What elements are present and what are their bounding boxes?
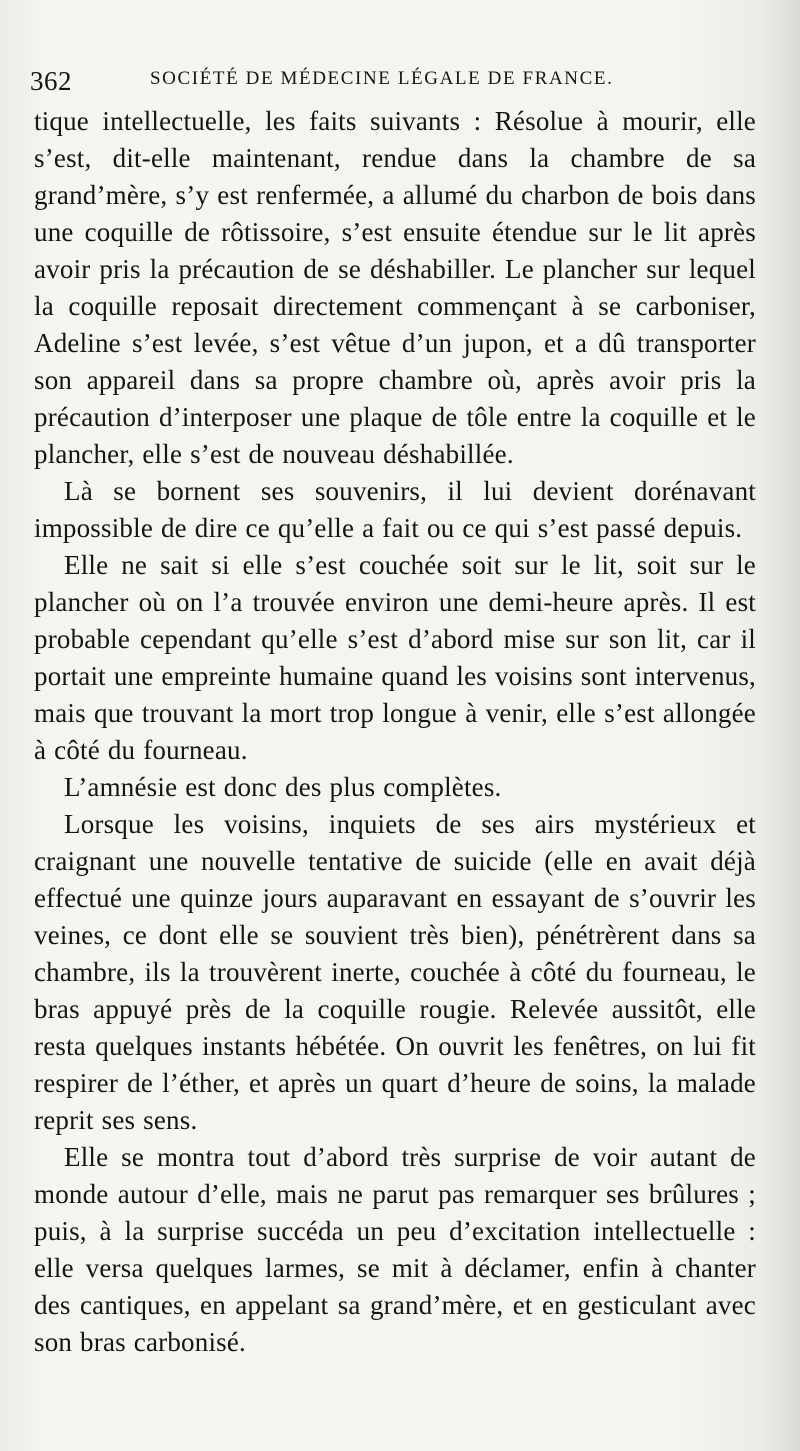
- body-text: [34, 103, 756, 1361]
- paragraph-continuation: tique intellectuelle, les faits suivants : Résolue à mourir, elle s’est, dit-elle maintenant, rendue dans la chambre de sa grand’mère, s’y est renfermée, a allumé du charbon de bois dans une coquille de rôtissoire, s’est ensuite étendue sur le lit après avoir pris la précaution de se déshabiller. Le plancher sur lequel la coquille reposait directement commençant à se carboniser, Adeline s’est levée, s’est vêtue d’un jupon, et a dû transporter son appareil dans sa propre chambre où, après avoir pris la précaution d’interposer une plaque de tôle entre la coquille et le plancher, elle s’est de nouveau déshabillée.: [34, 106, 756, 469]
- paragraph-amnesie: L’amnésie est donc des plus complètes.: [64, 772, 502, 802]
- running-title: SOCIÉTÉ DE MÉDECINE LÉGALE DE FRANCE.: [150, 68, 614, 89]
- page-number: 362: [30, 66, 72, 96]
- page-header: [30, 60, 760, 100]
- paragraph-souvenirs: Là se bornent ses souvenirs, il lui devient dorénavant impossible de dire ce qu’elle a fait ou ce qui s’est passé depuis.: [34, 476, 756, 543]
- paragraph-surprise: Elle se montra tout d’abord très surprise de voir autant de monde autour d’elle, mais ne parut pas remarquer ses brûlures ; puis, à la surprise succéda un peu d’excitation intellectuelle : elle versa quelques larmes, se mit à déclamer, enfin à chanter des cantiques, en appelant sa grand’mère, et en gesticulant avec son bras carbonisé.: [34, 1142, 756, 1357]
- paragraph-voisins: Lorsque les voisins, inquiets de ses airs mystérieux et craignant une nouvelle tentative de suicide (elle en avait déjà effectué une quinze jours auparavant en essayant de s’ouvrir les veines, ce dont elle se souvient très bien), pénétrèrent dans sa chambre, ils la trouvèrent inerte, couchée à côté du fourneau, le bras appuyé près de la coquille rougie. Relevée aussitôt, elle resta quelques instants hébétée. On ouvrit les fenêtres, on lui fit respirer de l’éther, et après un quart d’heure de soins, la malade reprit ses sens.: [34, 809, 756, 1135]
- paragraph-couchee: Elle ne sait si elle s’est couchée soit sur le lit, soit sur le plancher où on l’a trouvée environ une demi-heure après. Il est probable cependant qu’elle s’est d’abord mise sur son lit, car il portait une empreinte humaine quand les voisins sont intervenus, mais que trouvant la mort trop longue à venir, elle s’est allongée à côté du fourneau.: [34, 550, 756, 765]
